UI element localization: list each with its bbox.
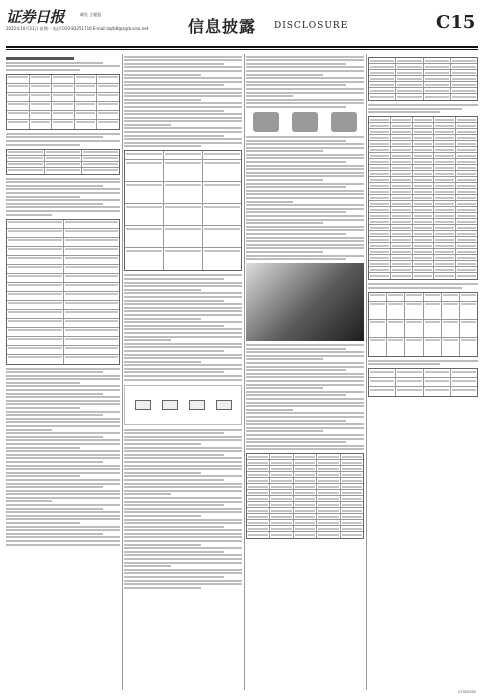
column-divider — [366, 54, 367, 690]
masthead — [6, 4, 478, 48]
newspaper-logo: 证券日报 — [6, 8, 65, 26]
footer-code: 07000380 — [458, 690, 476, 694]
lab-photo — [246, 263, 364, 341]
financial-table — [6, 74, 120, 130]
column-divider — [122, 54, 123, 690]
detail-table — [368, 116, 478, 280]
patent-table — [246, 453, 364, 539]
bottom-right-table — [368, 292, 478, 357]
page-number: C15 — [436, 12, 476, 33]
section-title-english: DISCLOSURE — [274, 21, 349, 31]
masthead-rule-thin — [6, 49, 478, 50]
process-diagram — [124, 385, 242, 425]
column-2 — [124, 54, 242, 694]
column-1 — [6, 54, 120, 694]
section-heading-bar — [6, 57, 74, 60]
logo-subtitle: 邮发 主题报 — [80, 12, 102, 17]
column-divider — [244, 54, 245, 690]
dateline: 2022年10月31日 星期一 电话:010-83251716 E-mail:zqrb9@zqrb.sina.net — [6, 26, 149, 31]
section-title-chinese: 信息披露 — [188, 17, 257, 36]
column-4 — [368, 54, 478, 694]
final-table — [368, 368, 478, 397]
summary-table — [6, 149, 120, 175]
product-photos — [246, 112, 364, 132]
company-info-table — [6, 219, 120, 365]
masthead-rule — [6, 46, 478, 48]
product-table — [124, 150, 242, 271]
column-3 — [246, 54, 364, 694]
top-right-table — [368, 57, 478, 101]
